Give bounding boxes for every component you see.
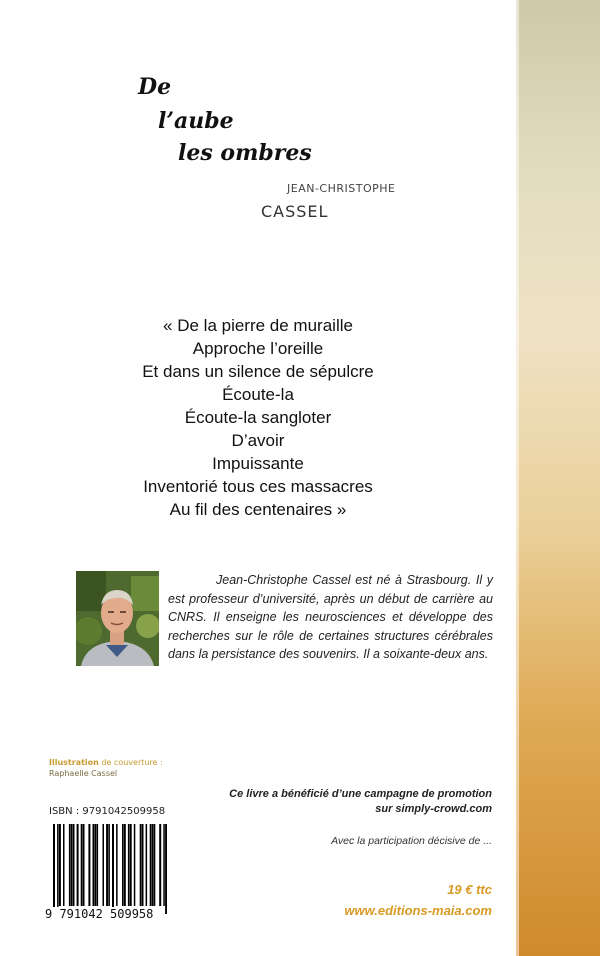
book-spine: [516, 0, 600, 956]
illustration-label-bold: Illustration: [49, 758, 99, 767]
author-first-name: JEAN-CHRISTOPHE: [287, 182, 396, 195]
book-title-line-2: l’aube: [158, 108, 234, 134]
barcode-bar: [94, 824, 96, 906]
author-photo: [76, 571, 159, 666]
publisher-website: www.editions-maia.com: [344, 903, 492, 918]
barcode-bar: [163, 824, 165, 906]
illustration-credit: [49, 757, 163, 779]
barcode-bar: [128, 824, 129, 906]
barcode-bar: [59, 824, 61, 906]
barcode-bar: [63, 824, 65, 906]
poem-line: Impuissante: [212, 454, 304, 473]
illustration-artist: Raphaelle Cassel: [49, 769, 118, 778]
poem-line: Inventorié tous ces massacres: [143, 477, 373, 496]
poem-excerpt: [0, 314, 516, 521]
barcode-bar: [134, 824, 136, 906]
barcode-bar: [153, 824, 155, 906]
barcode-bar: [165, 824, 167, 914]
barcode-digits: 9 791042 509958: [45, 907, 154, 921]
barcode-bar: [73, 824, 75, 906]
barcode-bar: [69, 824, 71, 906]
barcode-bar: [93, 824, 95, 906]
barcode-bar: [146, 824, 148, 906]
barcode-bar: [77, 824, 79, 906]
barcode-bar: [106, 824, 108, 906]
barcode-bar: [150, 824, 152, 906]
author-last-name: CASSEL: [261, 202, 329, 221]
barcode-bar: [116, 824, 118, 906]
barcode-bar: [81, 824, 83, 906]
book-title-line-3: les ombres: [178, 140, 312, 166]
barcode-bar: [112, 824, 114, 914]
promotion-line-2: sur simply-crowd.com: [375, 803, 492, 815]
barcode-bar: [152, 824, 154, 906]
promotion-note: [214, 787, 492, 817]
barcode-bar: [83, 824, 85, 906]
poem-line: Approche l’oreille: [192, 339, 324, 358]
isbn-label: ISBN : 9791042509958: [49, 806, 166, 817]
barcode-bar: [124, 824, 126, 906]
barcode-bar: [71, 824, 73, 906]
poem-line: Écoute-la sangloter: [184, 408, 332, 427]
poem-line: « De la pierre de muraille: [163, 316, 353, 335]
barcode-bar: [142, 824, 144, 906]
barcode-bar: [159, 824, 161, 906]
book-title-line-1: De: [138, 74, 172, 100]
barcode-bar: [122, 824, 124, 906]
poem-line: Au fil des centenaires »: [169, 500, 347, 519]
illustration-label-rest: de couverture :: [98, 758, 163, 767]
price: 19 € ttc: [447, 882, 492, 897]
barcode-bar: [88, 824, 90, 906]
author-biography: Jean-Christophe Cassel est né à Strasbourg. Il y est professeur d’université, après un début de carrière au CNRS. Il enseigne les neurosciences et développe des recherches sur le rôle de certaines structures cérébrales dans la persistance des souvenirs. Il a soixante-deux ans.: [168, 573, 493, 661]
barcode-bar: [140, 824, 142, 906]
barcode-bar: [103, 824, 105, 906]
barcode-bar: [53, 824, 55, 914]
poem-line: Écoute-la: [222, 385, 294, 404]
barcode-bar: [57, 824, 59, 914]
promotion-line-1: Ce livre a bénéficié d’une campagne de promotion: [229, 788, 492, 800]
poem-line: D’avoir: [231, 431, 285, 450]
barcode-bar: [130, 824, 132, 906]
barcode-bar: [97, 824, 99, 906]
participation-note: Avec la participation décisive de ...: [331, 835, 492, 847]
poem-line: Et dans un silence de sépulcre: [142, 362, 374, 381]
barcode-bar: [108, 824, 110, 906]
